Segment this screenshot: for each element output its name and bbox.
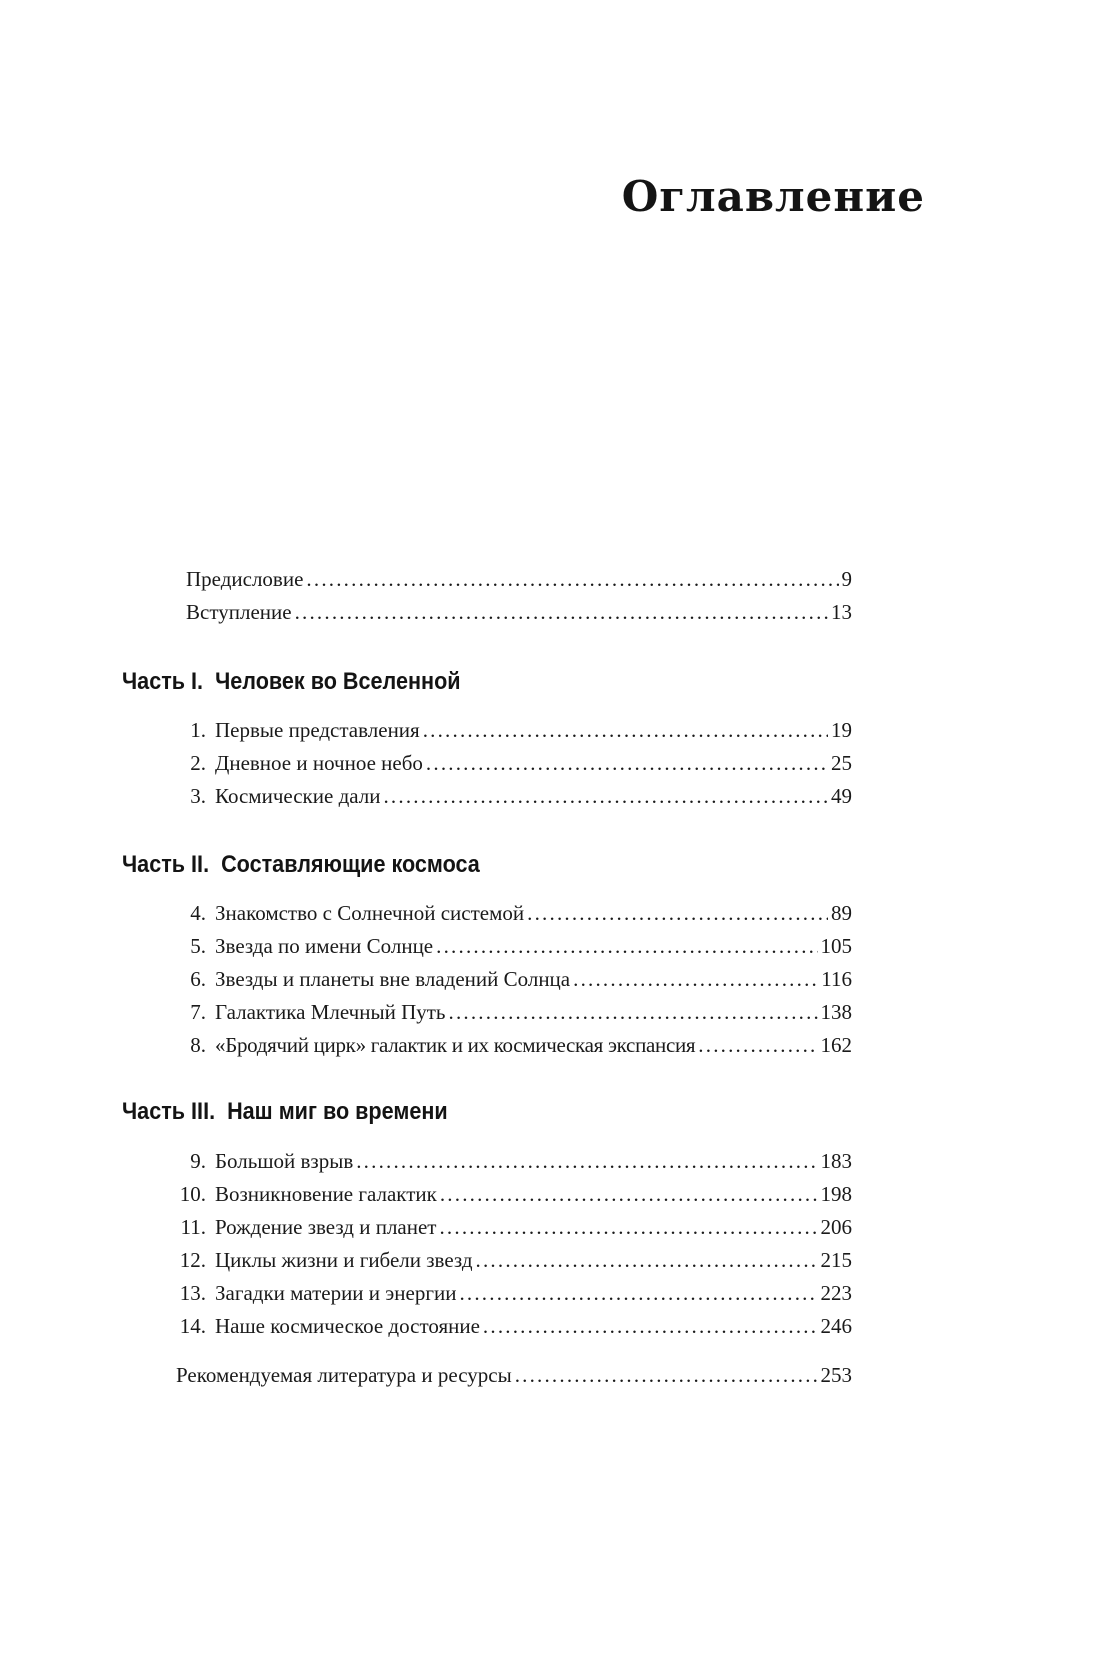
dot-leader bbox=[423, 717, 828, 743]
entry-title: Предисловие bbox=[186, 567, 304, 591]
part-label: Часть II. bbox=[122, 851, 210, 878]
part-label: Часть I. bbox=[122, 668, 204, 695]
part-title: Наш миг во времени bbox=[227, 1098, 448, 1125]
toc-entry-chapter-1[interactable] bbox=[166, 717, 852, 743]
chapter-number: 12. bbox=[179, 1248, 206, 1272]
page-number: 138 bbox=[820, 1000, 852, 1024]
entry-title: Звезда по имени Солнце bbox=[215, 934, 434, 958]
toc-entry-chapter-14[interactable] bbox=[166, 1313, 852, 1339]
page-number: 13 bbox=[831, 600, 852, 624]
entry-title: Дневное и ночное небо bbox=[215, 751, 423, 775]
page-number: 206 bbox=[820, 1215, 852, 1239]
page-number: 105 bbox=[820, 934, 852, 958]
page-number: 19 bbox=[831, 718, 852, 742]
dot-leader bbox=[439, 1214, 817, 1240]
chapter-number: 5. bbox=[190, 934, 206, 958]
chapter-number: 4. bbox=[190, 901, 206, 925]
page-title: Оглавление bbox=[621, 172, 925, 221]
page-number: 116 bbox=[821, 967, 852, 991]
entry-title: «Бродячий цирк» галактик и их космическая экспансия bbox=[215, 1033, 696, 1057]
page-number: 183 bbox=[820, 1149, 852, 1173]
toc-entry-chapter-9[interactable] bbox=[166, 1148, 852, 1174]
toc-entry-chapter-6[interactable] bbox=[166, 966, 852, 992]
dot-leader bbox=[515, 1362, 818, 1388]
chapter-number: 3. bbox=[190, 784, 206, 808]
toc-entry-chapter-11[interactable] bbox=[166, 1214, 852, 1240]
chapter-number: 9. bbox=[190, 1149, 206, 1173]
page-number: 198 bbox=[820, 1182, 852, 1206]
toc-entry-chapter-5[interactable] bbox=[166, 933, 852, 959]
page-number: 49 bbox=[831, 784, 852, 808]
dot-leader bbox=[426, 750, 828, 776]
toc-entry-recommended-reading[interactable] bbox=[176, 1362, 852, 1388]
page-number: 162 bbox=[820, 1033, 852, 1057]
chapter-number: 6. bbox=[190, 967, 206, 991]
toc-entry-chapter-7[interactable] bbox=[166, 999, 852, 1025]
page-number: 25 bbox=[831, 751, 852, 775]
entry-title: Космические дали bbox=[215, 784, 381, 808]
entry-title: Загадки материи и энергии bbox=[215, 1281, 457, 1305]
page-number: 9 bbox=[841, 567, 852, 591]
page-number: 253 bbox=[820, 1363, 852, 1387]
entry-title: Рекомендуемая литература и ресурсы bbox=[176, 1363, 512, 1387]
toc-entry-chapter-4[interactable] bbox=[166, 900, 852, 926]
chapter-number: 14. bbox=[179, 1314, 206, 1338]
part-heading-1 bbox=[122, 667, 461, 697]
dot-leader bbox=[476, 1247, 818, 1273]
page-number: 89 bbox=[831, 901, 852, 925]
entry-title: Циклы жизни и гибели звезд bbox=[215, 1248, 473, 1272]
entry-title: Вступление bbox=[186, 600, 292, 624]
toc-entry-chapter-8[interactable] bbox=[166, 1032, 852, 1058]
entry-title: Большой взрыв bbox=[215, 1149, 354, 1173]
toc-entry-introduction[interactable] bbox=[186, 599, 852, 625]
dot-leader bbox=[573, 966, 818, 992]
dot-leader bbox=[436, 933, 817, 959]
entry-title: Знакомство с Солнечной системой bbox=[215, 901, 525, 925]
part-label: Часть III. bbox=[122, 1098, 216, 1125]
entry-title: Первые представления bbox=[215, 718, 420, 742]
dot-leader bbox=[459, 1280, 817, 1306]
part-heading-2 bbox=[122, 850, 480, 880]
chapter-number: 8. bbox=[190, 1033, 206, 1057]
page-number: 246 bbox=[820, 1314, 852, 1338]
part-heading-3 bbox=[122, 1097, 448, 1127]
entry-title: Возникновение галактик bbox=[215, 1182, 437, 1206]
page-number: 223 bbox=[820, 1281, 852, 1305]
chapter-number: 10. bbox=[179, 1182, 206, 1206]
dot-leader bbox=[306, 566, 838, 592]
toc-entry-chapter-12[interactable] bbox=[166, 1247, 852, 1273]
dot-leader bbox=[440, 1181, 818, 1207]
dot-leader bbox=[483, 1313, 818, 1339]
chapter-number: 2. bbox=[190, 751, 206, 775]
toc-entry-chapter-13[interactable] bbox=[166, 1280, 852, 1306]
dot-leader bbox=[527, 900, 828, 926]
toc-entry-chapter-2[interactable] bbox=[166, 750, 852, 776]
entry-title: Галактика Млечный Путь bbox=[215, 1000, 446, 1024]
page-number: 215 bbox=[820, 1248, 852, 1272]
dot-leader bbox=[295, 599, 828, 625]
toc-entry-chapter-3[interactable] bbox=[166, 783, 852, 809]
part-title: Человек во Вселенной bbox=[215, 668, 461, 695]
toc-entry-chapter-10[interactable] bbox=[166, 1181, 852, 1207]
entry-title: Рождение звезд и планет bbox=[215, 1215, 437, 1239]
dot-leader bbox=[356, 1148, 817, 1174]
dot-leader bbox=[449, 999, 818, 1025]
chapter-number: 11. bbox=[180, 1215, 206, 1239]
dot-leader bbox=[698, 1032, 817, 1058]
dot-leader bbox=[383, 783, 828, 809]
entry-title: Наше космическое достояние bbox=[215, 1314, 480, 1338]
chapter-number: 1. bbox=[190, 718, 206, 742]
chapter-number: 13. bbox=[179, 1281, 206, 1305]
chapter-number: 7. bbox=[190, 1000, 206, 1024]
toc-entry-preface[interactable] bbox=[186, 566, 852, 592]
part-title: Составляющие космоса bbox=[221, 851, 480, 878]
entry-title: Звезды и планеты вне владений Солнца bbox=[215, 967, 571, 991]
